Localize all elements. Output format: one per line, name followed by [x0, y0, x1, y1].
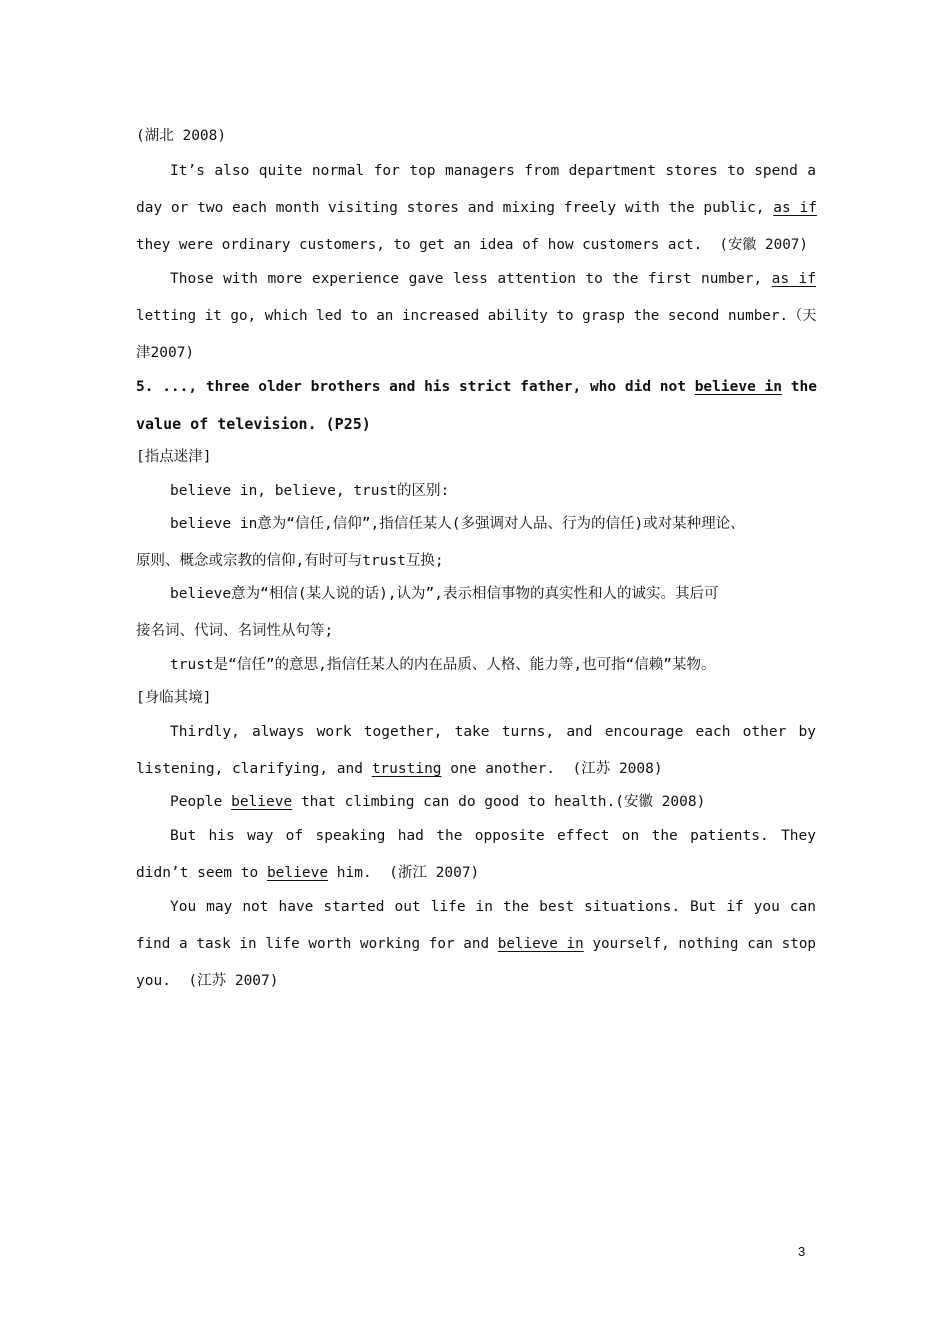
line-text: him. (浙江 2007)	[328, 865, 480, 881]
line-text: you. (江苏 2007)	[136, 973, 279, 989]
key-sentence-heading	[136, 414, 816, 434]
underlined-phrase: believe in	[694, 379, 783, 395]
line-text: believe in意为“信任,信仰”,指信任某人(多强调对人品、行为的信任)或对某种理论、	[170, 516, 745, 532]
example-sentence-line	[136, 306, 816, 326]
example-sentence-line	[136, 971, 816, 991]
example-sentence-line	[136, 235, 816, 255]
section-label-practice	[136, 688, 816, 708]
explanation-line	[170, 481, 816, 501]
example-sentence-line	[170, 722, 816, 742]
line-text: they were ordinary customers, to get an idea of how customers act. (安徽 2007)	[136, 237, 808, 253]
line-text: believe意为“相信(某人说的话),认为”,表示相信事物的真实性和人的诚实。其后可	[170, 586, 719, 602]
line-text: trust是“信任”的意思,指信任某人的内在品质、人格、能力等,也可指“信赖”某物。	[170, 657, 716, 673]
line-text: But his way of speaking had the opposite effect on the patients. They	[170, 828, 816, 844]
underlined-phrase: believe in	[497, 936, 584, 952]
underlined-phrase: believe	[231, 794, 293, 810]
example-sentence-line	[170, 897, 816, 917]
line-text: Thirdly, always work together, take turns, and encourage each other by	[170, 724, 816, 740]
line-text: 接名词、代词、名词性从句等;	[136, 623, 334, 639]
line-text: It’s also quite normal for top managers from department stores to spend a	[170, 163, 816, 179]
example-sentence-line	[136, 198, 816, 218]
example-sentence-line	[136, 934, 816, 954]
line-text: [指点迷津]	[136, 449, 212, 465]
underlined-phrase: trusting	[371, 761, 442, 777]
explanation-line	[170, 514, 860, 534]
source-note	[136, 126, 816, 146]
line-text: [身临其境]	[136, 690, 212, 706]
explanation-line	[170, 655, 816, 675]
key-sentence-heading	[136, 377, 816, 397]
line-text: 津2007)	[136, 345, 195, 361]
example-sentence-line	[170, 161, 816, 181]
section-label-tips	[136, 447, 816, 467]
underlined-phrase: believe	[266, 865, 329, 881]
line-text: You may not have started out life in the best situations. But if you can	[170, 899, 816, 915]
line-text: Those with more experience gave less attention to the first number,	[170, 271, 772, 287]
line-text: yourself, nothing can stop	[583, 936, 816, 952]
line-text: find a task in life worth working for and	[136, 936, 498, 952]
line-text: 原则、概念或宗教的信仰,有时可与trust互换;	[136, 553, 444, 569]
explanation-line	[170, 584, 816, 604]
example-sentence-line	[136, 863, 816, 883]
example-sentence-line	[170, 826, 816, 846]
line-text: one another. (江苏 2008)	[441, 761, 663, 777]
line-text: value of television. (P25)	[136, 415, 371, 433]
explanation-line	[136, 551, 816, 571]
line-text: that climbing can do good to health.(安徽 2008)	[292, 794, 706, 810]
example-sentence-line	[136, 759, 816, 779]
underlined-phrase: as if	[771, 271, 817, 287]
explanation-line	[136, 621, 816, 641]
example-sentence-line	[170, 269, 816, 289]
line-text: the	[782, 379, 817, 395]
line-text: didn’t seem to	[136, 865, 267, 881]
underlined-phrase: as if	[773, 200, 817, 216]
line-text: People	[170, 794, 232, 810]
line-text: day or two each month visiting stores and mixing freely with the public,	[136, 200, 774, 216]
line-text: 5. ..., three older brothers and his strict father, who did not	[136, 379, 695, 395]
source-note	[136, 343, 816, 363]
example-sentence-line	[170, 792, 816, 812]
page-number: 3	[798, 1244, 806, 1259]
line-text: (湖北 2008)	[136, 128, 227, 144]
line-text: letting it go, which led to an increased ability to grasp the second number.（天	[136, 308, 817, 324]
line-text: believe in, believe, trust的区别:	[170, 483, 450, 499]
line-text: listening, clarifying, and	[136, 761, 372, 777]
